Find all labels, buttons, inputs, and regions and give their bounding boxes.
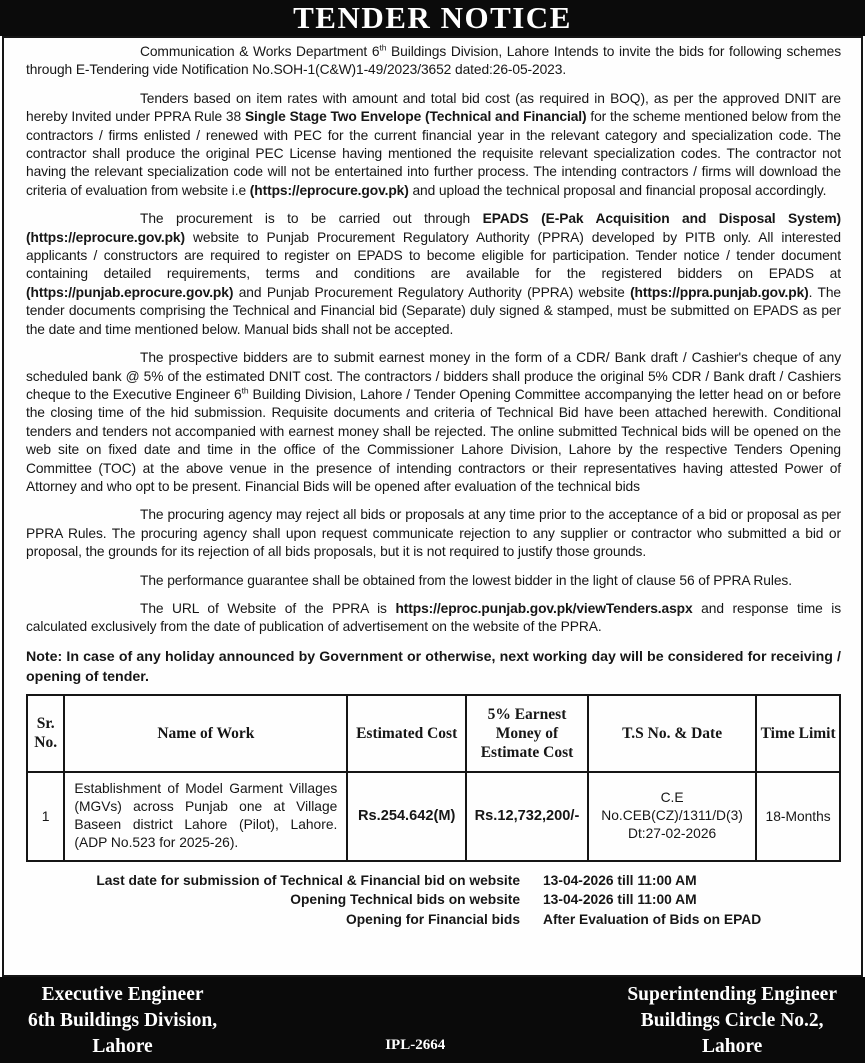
signatory-line: Superintending Engineer (627, 984, 837, 1005)
ts-line: C.E (660, 790, 684, 806)
signatory-line: Executive Engineer (41, 984, 204, 1005)
paragraph (26, 506, 841, 561)
bid-schedule (26, 871, 841, 930)
paragraph (26, 210, 841, 339)
paragraph-segment: th (241, 385, 249, 396)
signatory-line: 6th Buildings Division, (28, 1010, 218, 1031)
advertisement-number: IPL-2664 (385, 1037, 446, 1053)
cell-time-limit: 18-Months (756, 772, 840, 861)
col-header-estimated-cost: Estimated Cost (347, 695, 466, 772)
paragraph-segment: The performance guarantee shall be obtained from the lowest bidder in the light of clause 56 of PPRA Rules. (140, 572, 792, 588)
col-header-name-of-work: Name of Work (64, 695, 347, 772)
paragraph-segment: Single Stage Two Envelope (Technical and Financial) (244, 109, 587, 125)
paragraph-segment: website to Punjab Procurement Regulatory Authority (PPRA) developed by PITB only. All interested applicants / constructors are required to register on EPADS to become eligible for participation. Tender notice / tender document containing detailed requirements, terms and conditions are available for the registered bidders on EPADS at (26, 229, 841, 282)
col-header-ts-no-date: T.S No. & Date (588, 695, 756, 772)
schedule-value: After Evaluation of Bids on EPAD (543, 911, 762, 927)
paragraph (26, 349, 841, 496)
cell-sr-no: 1 (27, 772, 64, 861)
cell-name-of-work: Establishment of Model Garment Villages (MGVs) across Punjab one at Village Baseen district Lahore (Pilot), Lahore. (ADP No.523 for 2025-26). (64, 772, 347, 861)
schedule-label: Opening for Financial bids (345, 911, 520, 927)
signatory-line: Lahore (702, 1036, 763, 1057)
paragraph-segment: (https://ppra.punjab.gov.pk) (630, 284, 809, 300)
notice-title: TENDER NOTICE (293, 0, 572, 35)
cell-ts-no-date (588, 772, 756, 861)
schedule-value: 13-04-2026 till 11:00 AM (543, 892, 697, 908)
schedule-value: 13-04-2026 till 11:00 AM (543, 872, 697, 888)
works-table (26, 694, 841, 862)
signatory-line: Buildings Circle No.2, (640, 1010, 824, 1031)
col-header-earnest-money: 5% Earnest Money of Estimate Cost (466, 695, 588, 772)
signatory-line: Lahore (92, 1036, 153, 1057)
signatory-executive-engineer (28, 982, 217, 1063)
paragraph (26, 43, 841, 80)
paragraph-segment: EPADS (E-Pak Acquisition and Disposal System) (https://eprocure.gov.pk) (26, 211, 841, 245)
paragraph-segment: The URL of Website of the PPRA is (140, 600, 396, 616)
schedule-row-technical-opening (26, 890, 841, 910)
notice-body (2, 36, 863, 977)
paragraph-segment: The prospective bidders are to submit earnest money in the form of a CDR/ Bank draft / Cashier's cheque of any scheduled bank @ 5% of the estimated DNIT cost. The contractors / bidders shall produce the original 5% CDR / Bank draft / Cashiers cheque to the Executive Engineer 6 (26, 350, 841, 402)
table-header-row (27, 695, 840, 772)
schedule-row-financial-opening (26, 910, 841, 930)
table-row (27, 772, 840, 861)
paragraph-segment: . The tender documents comprising the Technical and Financial bid (Separate) duly signed & stamped, must be submitted on EPADS as per the date and time mentioned below. Manual bids shall not be accepted. (26, 284, 841, 337)
paragraph-segment: Tenders based on item rates with amount and total bid cost (as required in BOQ), as per the approved DNIT are hereby Invited under PPRA Rule 38 (26, 90, 841, 125)
schedule-row-submission (26, 871, 841, 891)
col-header-sr-no: Sr. No. (27, 695, 64, 772)
signatory-superintending-engineer (627, 982, 837, 1063)
paragraph-segment: and upload the technical proposal and financial proposal accordingly. (408, 182, 827, 198)
paragraph-segment: th (379, 42, 387, 53)
cell-earnest-money: Rs.12,732,200/- (466, 772, 588, 861)
paragraph (26, 572, 841, 590)
paragraph-segment: Building Division, Lahore / Tender Opening Committee accompanying the letter head on or before the closing time of the hid submission. Requisite documents and criteria of Technical Bid have been attached herewith. Conditional tenders and tenders not accompanied with earnest money shall be rejected. The online submitted Technical bids will be opened on the web site on fixed date and time in the office of the Commissioner Lahore Division, Lahore by the respective Tenders Opening Committee (TOC) at the above venue in the presence of intending contractors or their representatives having attested Power of Attorney and who opt to be present. Financial Bids will be opened after evaluation of the technical bids (26, 386, 841, 494)
paragraph-segment: Buildings Division, Lahore Intends to invite the bids for following schemes through E-Tendering vide Notification No.SOH-1(C&W)1-49/2023/3652 dated:26-05-2023. (26, 44, 841, 78)
schedule-label: Opening Technical bids on website (290, 892, 520, 908)
ts-line: Dt:27-02-2026 (627, 826, 717, 842)
title-bar (0, 0, 865, 36)
holiday-note: Note: In case of any holiday announced by Government or otherwise, next working day will be considered for receiving / opening of tender. (26, 648, 841, 685)
cell-estimated-cost: Rs.254.642(M) (347, 772, 466, 861)
paragraph-segment: and Punjab Procurement Regulatory Authority (PPRA) website (233, 284, 631, 300)
signature-footer (0, 977, 865, 1063)
paragraph-segment: (https://punjab.eprocure.gov.pk) (26, 284, 234, 300)
paragraph-segment: Communication & Works Department 6 (140, 44, 380, 59)
ts-line: No.CEB(CZ)/1311/D(3) (601, 808, 743, 824)
col-header-time-limit: Time Limit (756, 695, 840, 772)
paragraph-segment: The procurement is to be carried out through (140, 211, 483, 227)
paragraph-segment: and response time is calculated exclusively from the date of publication of advertisement on the website of the PPRA. (26, 600, 842, 635)
body-paragraphs (26, 43, 841, 637)
paragraph (26, 600, 841, 637)
schedule-label: Last date for submission of Technical & Financial bid on website (96, 872, 520, 888)
paragraph (26, 90, 841, 200)
paragraph-segment: for the scheme mentioned below from the contractors / firms enlisted / renewed with PEC for the current financial year in the relevant category and specialization code. The contractor shall produce the original PEC License having mentioned the requisite relevant specialization codes. The contractor not having the relevant specialization code will not be entertained into further process. The intending contractors / firms will download the criteria of evaluation from website i.e (26, 109, 841, 198)
paragraph-segment: https://eproc.punjab.gov.pk/viewTenders.aspx (395, 600, 693, 616)
paragraph-segment: The procuring agency may reject all bids or proposals at any time prior to the acceptance of a bid or proposal as per PPRA Rules. The procuring agency shall upon request communicate rejection to any supplier or contractor who submitted a bid or proposal, the grounds for its rejection of all bids proposals, but it is not required to justify those grounds. (26, 507, 841, 560)
paragraph-segment: (https://eprocure.gov.pk) (249, 182, 409, 198)
